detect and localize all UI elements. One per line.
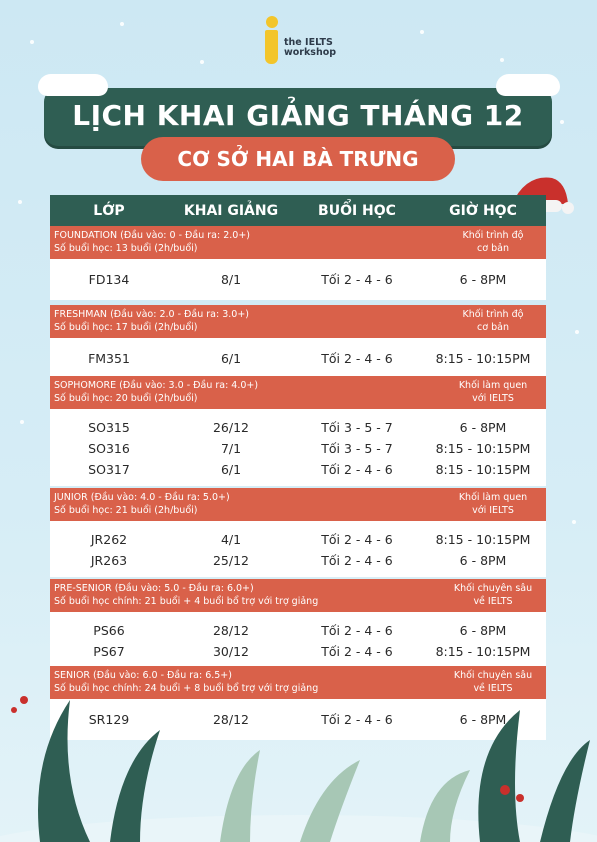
snowflake [30, 40, 34, 44]
group-sessions: Số buổi học chính: 21 buổi + 4 buổi bổ trợ với trợ giảng [54, 596, 319, 607]
cell-class: SR129 [88, 712, 130, 727]
table-row [50, 348, 546, 369]
group-level [448, 308, 538, 334]
snowflake [572, 520, 576, 524]
group-rows [50, 521, 546, 577]
table-row [50, 269, 546, 290]
class-group [50, 305, 546, 379]
group-level-line: Khối làm quen [458, 492, 528, 503]
cell-time: 6 - 8PM [459, 623, 507, 638]
logo-text: the IELTS workshop [284, 37, 337, 58]
cell-class: PS67 [93, 644, 125, 659]
table-row [50, 438, 546, 459]
cell-start: 7/1 [220, 441, 242, 456]
group-sessions: Số buổi học: 13 buổi (2h/buổi) [54, 243, 198, 254]
cell-time: 8:15 - 10:15PM [435, 462, 531, 477]
table-row [50, 620, 546, 641]
snow-cap [496, 74, 560, 96]
header-days: BUỔI HỌC [318, 202, 396, 219]
cell-start: 26/12 [212, 420, 250, 435]
cell-start: 6/1 [220, 351, 242, 366]
group-title-block [54, 379, 414, 405]
cell-class: SO317 [88, 462, 130, 477]
cell-start: 30/12 [212, 644, 250, 659]
cell-days: Tối 2 - 4 - 6 [321, 553, 393, 568]
group-name: SOPHOMORE (Đầu vào: 3.0 - Đầu ra: 4.0+) [54, 380, 259, 391]
cell-days: Tối 2 - 4 - 6 [321, 623, 393, 638]
group-rows [50, 409, 546, 486]
group-level-line: cơ bản [477, 243, 509, 254]
group-name: JUNIOR (Đầu vào: 4.0 - Đầu ra: 5.0+) [54, 492, 230, 503]
snow-cap [38, 74, 108, 96]
group-header [50, 488, 546, 521]
group-level-line: về IELTS [473, 683, 513, 694]
header-start: KHAI GIẢNG [183, 202, 279, 219]
group-level [448, 379, 538, 405]
schedule-table [50, 195, 546, 226]
class-group [50, 376, 546, 486]
snowflake [20, 420, 24, 424]
cell-class: SO315 [88, 420, 130, 435]
group-header [50, 579, 546, 612]
cell-days: Tối 2 - 4 - 6 [321, 532, 393, 547]
cell-time: 6 - 8PM [459, 272, 507, 287]
group-header [50, 305, 546, 338]
cell-time: 8:15 - 10:15PM [435, 441, 531, 456]
cell-start: 28/12 [212, 712, 250, 727]
logo-i-icon [262, 14, 284, 66]
class-group [50, 226, 546, 300]
class-group [50, 488, 546, 577]
cell-class: FD134 [88, 272, 130, 287]
cell-days: Tối 3 - 5 - 7 [321, 420, 393, 435]
cell-days: Tối 2 - 4 - 6 [321, 272, 393, 287]
cell-start: 25/12 [212, 553, 250, 568]
cell-days: Tối 2 - 4 - 6 [321, 712, 393, 727]
cell-time: 6 - 8PM [459, 420, 507, 435]
cell-class: JR263 [90, 553, 128, 568]
group-level-line: Khối chuyên sâu [453, 583, 533, 594]
cell-time: 6 - 8PM [459, 712, 507, 727]
cell-class: SO316 [88, 441, 130, 456]
table-row [50, 529, 546, 550]
cell-start: 4/1 [220, 532, 242, 547]
page-subtitle: CƠ SỞ HAI BÀ TRƯNG [141, 137, 455, 181]
snowflake [18, 200, 22, 204]
cell-class: PS66 [93, 623, 125, 638]
cell-class: FM351 [88, 351, 130, 366]
table-row [50, 459, 546, 480]
group-sessions: Số buổi học: 21 buổi (2h/buổi) [54, 505, 198, 516]
group-name: PRE-SENIOR (Đầu vào: 5.0 - Đầu ra: 6.0+) [54, 583, 254, 594]
table-header [50, 195, 546, 226]
snowflake [560, 120, 564, 124]
cell-days: Tối 3 - 5 - 7 [321, 441, 393, 456]
group-level-line: Khối làm quen [458, 380, 528, 391]
group-header [50, 376, 546, 409]
group-sessions: Số buổi học: 17 buổi (2h/buổi) [54, 322, 198, 333]
table-row [50, 550, 546, 571]
cell-start: 8/1 [220, 272, 242, 287]
group-sessions: Số buổi học chính: 24 buổi + 8 buổi bổ trợ với trợ giảng [54, 683, 319, 694]
cell-start: 28/12 [212, 623, 250, 638]
group-name: SENIOR (Đầu vào: 6.0 - Đầu ra: 6.5+) [54, 670, 232, 681]
cell-time: 6 - 8PM [459, 553, 507, 568]
page-title: LỊCH KHAI GIẢNG THÁNG 12 [72, 99, 524, 132]
group-level [448, 229, 538, 255]
snowflake [200, 60, 204, 64]
group-rows [50, 338, 546, 379]
group-title-block [54, 582, 414, 608]
cell-days: Tối 2 - 4 - 6 [321, 644, 393, 659]
group-rows [50, 259, 546, 300]
header-time: GIỜ HỌC [449, 202, 517, 219]
group-level-line: Khối trình độ [462, 230, 524, 241]
cell-time: 8:15 - 10:15PM [435, 351, 531, 366]
group-level-line: Khối chuyên sâu [453, 670, 533, 681]
snowflake [575, 330, 579, 334]
logo [262, 14, 372, 66]
snowflake [420, 30, 424, 34]
cell-time: 8:15 - 10:15PM [435, 532, 531, 547]
header-class: LỚP [93, 202, 125, 219]
cell-time: 8:15 - 10:15PM [435, 644, 531, 659]
foliage-decoration [0, 640, 597, 842]
cell-class: JR262 [90, 532, 128, 547]
snowflake [120, 22, 124, 26]
group-title-block [54, 229, 414, 255]
snowflake [500, 58, 504, 62]
group-level-line: về IELTS [473, 596, 513, 607]
group-header [50, 226, 546, 259]
group-title-block [54, 308, 414, 334]
group-level-line: Khối trình độ [462, 309, 524, 320]
table-row [50, 417, 546, 438]
group-level-line: với IELTS [472, 393, 514, 404]
group-level [448, 582, 538, 608]
cell-days: Tối 2 - 4 - 6 [321, 351, 393, 366]
group-sessions: Số buổi học: 20 buổi (2h/buổi) [54, 393, 198, 404]
group-name: FOUNDATION (Đầu vào: 0 - Đầu ra: 2.0+) [54, 230, 250, 241]
group-name: FRESHMAN (Đầu vào: 2.0 - Đầu ra: 3.0+) [54, 309, 249, 320]
group-level [448, 491, 538, 517]
group-title-block [54, 491, 414, 517]
cell-start: 6/1 [220, 462, 242, 477]
group-level-line: với IELTS [472, 505, 514, 516]
group-level-line: cơ bản [477, 322, 509, 333]
cell-days: Tối 2 - 4 - 6 [321, 462, 393, 477]
